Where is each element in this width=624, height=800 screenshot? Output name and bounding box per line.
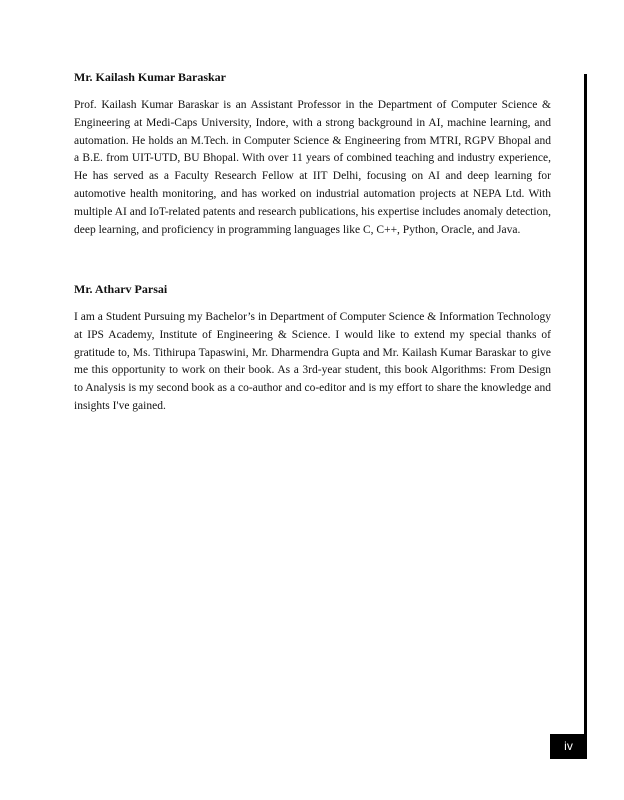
author-section-kailash bbox=[74, 70, 551, 239]
author-bio: Prof. Kailash Kumar Baraskar is an Assistant Professor in the Department of Computer Science & Engineering at Medi-Caps University, Indore, with a strong background in AI, machine learning, and automation. He holds an M.Tech. in Computer Science & Engineering from MTRI, RGPV Bhopal and a B.E. from UIT-UTD, BU Bhopal. With over 11 years of combined teaching and industry experience, He has served as a Faculty Research Fellow at IIT Delhi, focusing on AI and deep learning for automotive health monitoring, and has worked on industrial automation projects at NEPA Ltd. With multiple AI and IoT-related patents and research publications, his expertise includes anomaly detection, deep learning, and proficiency in programming languages like C, C++, Python, Oracle, and Java. bbox=[74, 99, 551, 236]
author-bio: I am a Student Pursuing my Bachelor’s in Department of Computer Science & Information Technology at IPS Academy, Institute of Engineering & Science. I would like to extend my special thanks of gratitude to, Ms. Tithirupa Tapaswini, Mr. Dharmendra Gupta and Mr. Kailash Kumar Baraskar to give me this opportunity to work on their book. As a 3rd-year student, this book Algorithms: From Design to Analysis is my second book as a co-author and co-editor and is my effort to share the knowledge and insights I've gained. bbox=[74, 311, 551, 412]
author-section-atharv bbox=[74, 282, 551, 416]
author-name: Mr. Kailash Kumar Baraskar bbox=[74, 70, 227, 84]
author-name: Mr. Atharv Parsai bbox=[74, 282, 168, 296]
page-edge-rule bbox=[584, 74, 587, 759]
page-number-badge: iv bbox=[550, 734, 587, 759]
